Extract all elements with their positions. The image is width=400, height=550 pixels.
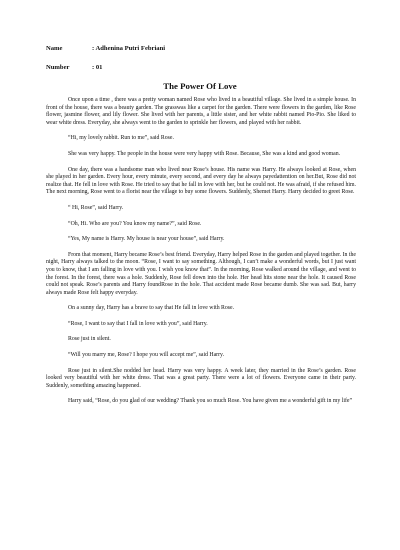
dialogue-line: “Will you marry me, Rose? I hope you will accept me”, said Harry.	[68, 352, 225, 359]
student-number-row	[46, 64, 102, 72]
paragraph: Rose just in silent.She nodded her head. Harry was very happy. A week later, they married in the Rose’s garden. Rose looked very beautiful with her white dress. That was a great party. There were a lot of flowers. Everyone came in their party. Suddenly, something amazing happened.	[46, 367, 356, 389]
dialogue-line: “Oh, Hi. Who are you? You know my name?”, said Rose.	[68, 220, 202, 227]
paragraph: Harry said, “Rose, do you glad of our wedding? Thank you so much Rose. You have given me a wonderful gift in my life”	[68, 398, 353, 405]
number-label: Number	[46, 64, 70, 71]
paragraph: On a sunny day, Harry has a brave to say that He fall in love with Rose.	[68, 305, 235, 312]
name-label: Name	[46, 45, 63, 52]
dialogue-line: “Rose, I want to say that I fall in love with you”, said Harry.	[68, 320, 208, 327]
paragraph: She was very happy. The people in the house were very happy with Rose. Because, She was a kind and good woman.	[68, 150, 341, 157]
name-value: : Adhenina Putri Febriani	[92, 45, 166, 52]
paragraph: Rose just in silent.	[68, 336, 111, 343]
number-value: : 01	[92, 64, 103, 71]
story-body	[46, 97, 356, 414]
paragraph: Once upon a time , there was a pretty woman named Rose who lived in a beautiful village. She lived in a simple house. In front of the house, there was a beauty garden. The grasswas like a carpet for the garden. There were flowers in the garden, like Rose flower, jasmine flower, and lily flower. She lived with her parents, a little sister, and her white rabbit named Pio-Pio. She liked to wear white dress. Everyday, she always went to the garden to sprinkle her flowers, and played with her rabbit.	[46, 97, 356, 126]
story-title: The Power Of Love	[163, 81, 237, 91]
dialogue-line: “Yes, My name is Harry. My house is near your house”, said Harry.	[68, 236, 225, 243]
student-name-row	[46, 45, 165, 53]
paragraph: From that moment, Harry became Rose’s best friend. Everyday, Harry helped Rose in the garden and played together. In the night, Harry always talked to the moon. “Rose, I want to say something. Although, I can’t make a wonderful words, but I just want you to know, that I am falling in love with you. I wish you know that”. In the morning, Rose walked around the village, and went to the forest. In the forest, there was a hole. Suddenly, Rose fell down into the hole. Her head hits stone near the hole. It caused Rose could not speak. Rose’s parents and Harry foundRose in the hole. That accident made Rose became dumb. She was sad. But, harry always made Rose felt happy everyday.	[46, 251, 356, 296]
dialogue-line: “Hi, my lovely rabbit. Run to me”, said Rose.	[68, 135, 174, 142]
paragraph: One day, there was a handsome man who lived near Rose’s house. His name was Harry. He always looked at Rose, when she played in her garden. Every hour, every minute, every second, and every day he always payedattention on her.But, Rose did not realize that. He fell in love with Rose. He tried to say that he fall in love with her, but he could not. He was afraid, if she refused him. The next morning, Rose went to a florist near the village to buy some flowers. Suddenly, Shemet Harry. Harry decided to greet Rose.	[46, 166, 356, 196]
dialogue-line: “ Hi, Rose”, said Harry.	[68, 204, 124, 211]
